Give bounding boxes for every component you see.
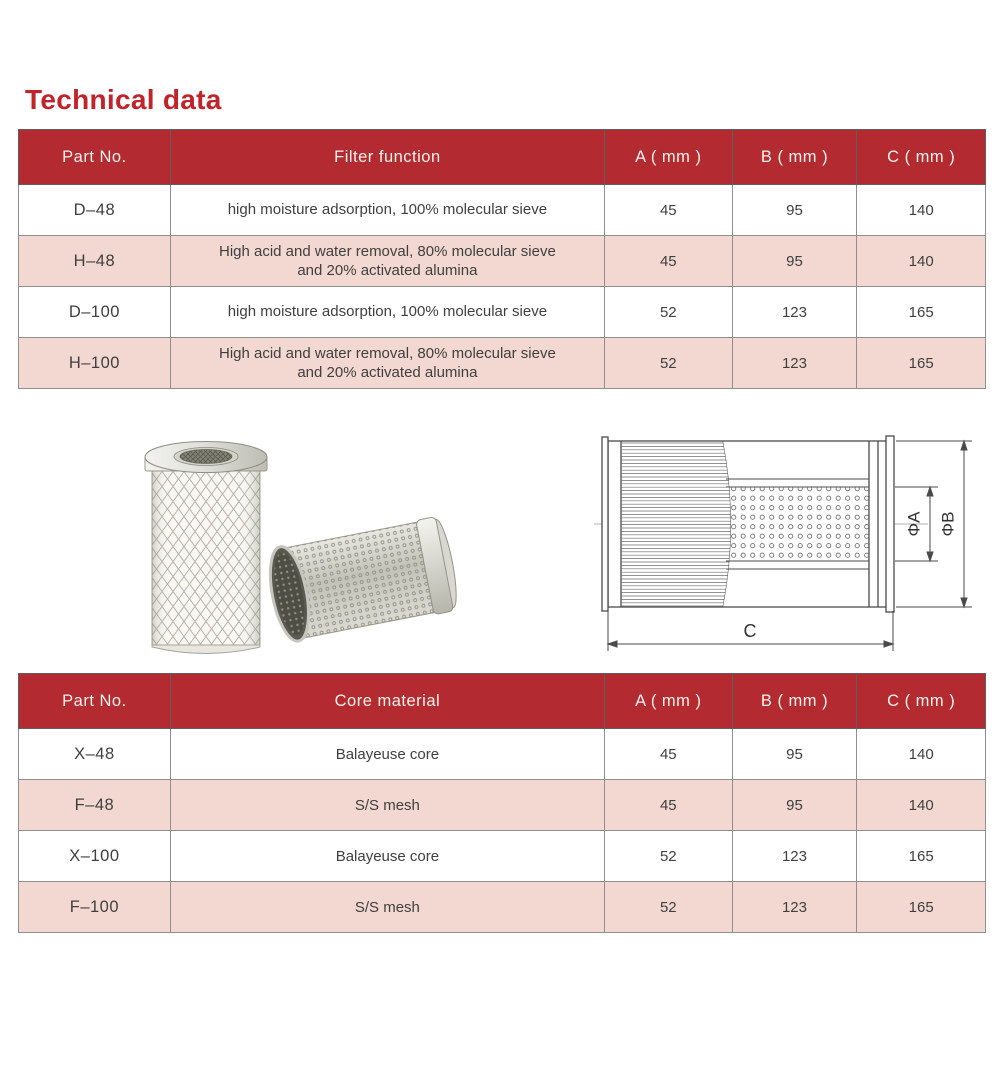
dimension-b-cell: 95	[732, 780, 857, 831]
core-material-table-header	[19, 674, 986, 729]
core-material-cell: Balayeuse core	[170, 729, 604, 780]
perforated-core-area	[727, 487, 869, 561]
dimension-a-cell: 52	[604, 287, 732, 338]
core-material-cell: S/S mesh	[170, 882, 604, 933]
dimension-a-cell: 52	[604, 882, 732, 933]
dimension-c-cell: 165	[857, 338, 986, 389]
dimension-c-cell: 165	[857, 831, 986, 882]
table-row	[19, 287, 986, 338]
table-row	[19, 831, 986, 882]
filter-function-table	[18, 129, 986, 389]
core-material-cell: Balayeuse core	[170, 831, 604, 882]
filter-function-cell: High acid and water removal, 80% molecular sieve and 20% activated alumina	[170, 338, 604, 389]
technical-data-sheet	[0, 84, 1004, 933]
part-no-cell: D–100	[19, 287, 171, 338]
filter-function-table-header	[19, 130, 986, 185]
dimension-a-label: ΦA	[904, 511, 924, 537]
column-header-filter-function: Filter function	[170, 130, 604, 185]
part-no-cell: F–100	[19, 882, 171, 933]
part-no-cell: X–100	[19, 831, 171, 882]
column-header-part-no: Part No.	[19, 674, 171, 729]
filter-photos-image	[118, 419, 468, 669]
column-header-b-mm: B ( mm )	[732, 674, 857, 729]
column-header-b-mm: B ( mm )	[732, 130, 857, 185]
part-no-cell: H–48	[19, 236, 171, 287]
part-no-cell: H–100	[19, 338, 171, 389]
core-material-cell: S/S mesh	[170, 780, 604, 831]
dimension-b-cell: 123	[732, 287, 857, 338]
dimension-b-cell: 123	[732, 882, 857, 933]
product-photos	[118, 419, 468, 674]
dimension-c-cell: 165	[857, 287, 986, 338]
dimension-b-label: ΦB	[938, 511, 958, 537]
dimension-b-cell: 123	[732, 338, 857, 389]
dimension-a-cell: 45	[604, 729, 732, 780]
table-row	[19, 729, 986, 780]
dimension-c-cell: 140	[857, 780, 986, 831]
table-row	[19, 236, 986, 287]
dimension-b-cell: 95	[732, 185, 857, 236]
dimension-c-cell: 140	[857, 729, 986, 780]
part-no-cell: X–48	[19, 729, 171, 780]
dimension-a-cell: 52	[604, 831, 732, 882]
dimension-b-cell: 123	[732, 831, 857, 882]
dimension-b-cell: 95	[732, 729, 857, 780]
filter-function-cell: high moisture adsorption, 100% molecular sieve	[170, 287, 604, 338]
dimension-c-cell: 140	[857, 185, 986, 236]
column-header-part-no: Part No.	[19, 130, 171, 185]
column-header-a-mm: A ( mm )	[604, 674, 732, 729]
core-material-table	[18, 673, 986, 933]
table-row	[19, 338, 986, 389]
filter-photo-tilted-core	[264, 515, 462, 644]
column-header-c-mm: C ( mm )	[857, 674, 986, 729]
filter-photo-upright	[145, 442, 267, 654]
part-no-cell: D–48	[19, 185, 171, 236]
column-header-a-mm: A ( mm )	[604, 130, 732, 185]
page-title: Technical data	[25, 84, 222, 115]
dimension-a-cell: 45	[604, 780, 732, 831]
dimension-c-cell: 140	[857, 236, 986, 287]
dimension-a-cell: 45	[604, 185, 732, 236]
figures-section	[18, 419, 986, 673]
column-header-c-mm: C ( mm )	[857, 130, 986, 185]
dimension-drawing	[588, 419, 978, 664]
part-no-cell: F–48	[19, 780, 171, 831]
column-header-core-material: Core material	[170, 674, 604, 729]
table-row	[19, 185, 986, 236]
table-row	[19, 780, 986, 831]
filter-function-cell: high moisture adsorption, 100% molecular sieve	[170, 185, 604, 236]
dimension-a-cell: 52	[604, 338, 732, 389]
dimension-b-cell: 95	[732, 236, 857, 287]
dimension-c-cell: 165	[857, 882, 986, 933]
table-row	[19, 882, 986, 933]
filter-function-cell: High acid and water removal, 80% molecular sieve and 20% activated alumina	[170, 236, 604, 287]
dimension-diagram	[588, 419, 978, 669]
dimension-c-label: C	[743, 621, 757, 641]
dimension-a-cell: 45	[604, 236, 732, 287]
